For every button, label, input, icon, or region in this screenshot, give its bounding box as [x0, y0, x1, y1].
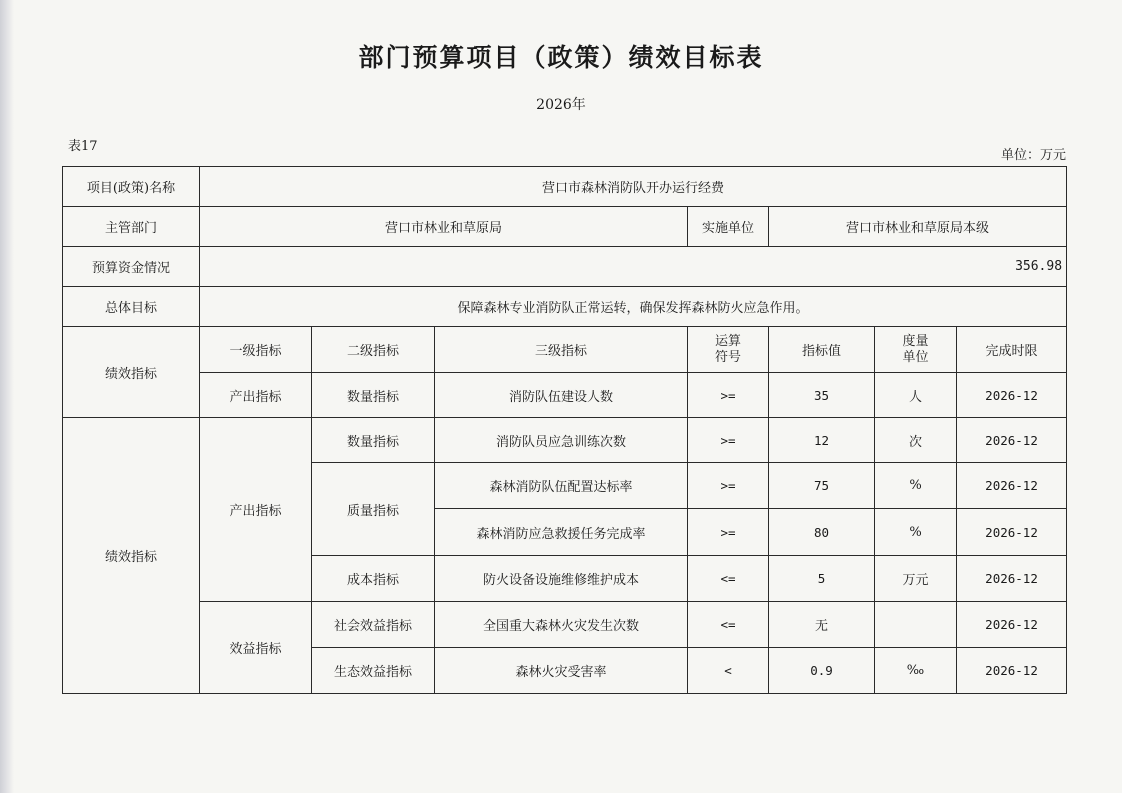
row5-unit: [875, 602, 957, 648]
row2-deadline: 2026-12: [957, 463, 1067, 509]
row4-deadline: 2026-12: [957, 556, 1067, 602]
indicator-section-label-2: 绩效指标: [63, 418, 200, 694]
dept-value: 营口市林业和草原局: [200, 207, 688, 247]
row5-level2: 社会效益指标: [312, 602, 435, 648]
header-value: 指标值: [769, 327, 875, 373]
row0-operator: >=: [688, 373, 769, 418]
row0-level2: 数量指标: [312, 373, 435, 418]
row3-operator: >=: [688, 509, 769, 556]
row0-unit: 人: [875, 373, 957, 418]
row4-value: 5: [769, 556, 875, 602]
row0-value: 35: [769, 373, 875, 418]
row5-value: 无: [769, 602, 875, 648]
row1-operator: >=: [688, 418, 769, 463]
row2-value: 75: [769, 463, 875, 509]
project-name-value: 营口市森林消防队开办运行经费: [200, 167, 1067, 207]
impl-unit-label: 实施单位: [688, 207, 769, 247]
table-row: [63, 602, 1067, 648]
row6-level3: 森林火灾受害率: [435, 648, 688, 694]
row0-level1: 产出指标: [200, 373, 312, 418]
header-level1: 一级指标: [200, 327, 312, 373]
row1-value: 12: [769, 418, 875, 463]
header-operator-line1: 运算: [714, 333, 741, 349]
header-level2: 二级指标: [312, 327, 435, 373]
row1-level2: 数量指标: [312, 418, 435, 463]
row5-level1: 效益指标: [200, 602, 312, 694]
row6-unit: ‰: [875, 648, 957, 694]
page-binding-edge: [0, 0, 14, 793]
row4-level2: 成本指标: [312, 556, 435, 602]
header-operator: [688, 327, 769, 373]
table-number: 表17: [68, 139, 98, 154]
overall-goal-row: [63, 287, 1067, 327]
row6-deadline: 2026-12: [957, 648, 1067, 694]
header-unit: [875, 327, 957, 373]
header-unit-line1: 度量: [902, 333, 929, 349]
department-row: [63, 207, 1067, 247]
header-level3: 三级指标: [435, 327, 688, 373]
row1-deadline: 2026-12: [957, 418, 1067, 463]
row1-unit: 次: [875, 418, 957, 463]
row4-unit: 万元: [875, 556, 957, 602]
row5-level3: 全国重大森林火灾发生次数: [435, 602, 688, 648]
performance-goal-table: [62, 166, 1067, 694]
row1-level3: 消防队员应急训练次数: [435, 418, 688, 463]
row5-deadline: 2026-12: [957, 602, 1067, 648]
row4-level3: 防火设备设施维修维护成本: [435, 556, 688, 602]
document-title: 部门预算项目（政策）绩效目标表: [358, 43, 764, 72]
table-row: [63, 418, 1067, 463]
row6-value: 0.9: [769, 648, 875, 694]
impl-unit-value: 营口市林业和草原局本级: [769, 207, 1067, 247]
row4-operator: <=: [688, 556, 769, 602]
row2-level3: 森林消防队伍配置达标率: [435, 463, 688, 509]
overall-goal-label: 总体目标: [63, 287, 200, 327]
row3-deadline: 2026-12: [957, 509, 1067, 556]
header-unit-line2: 单位: [902, 349, 929, 365]
project-name-label: 项目(政策)名称: [63, 167, 200, 207]
table-row: [63, 373, 1067, 418]
overall-goal-value: 保障森林专业消防队正常运转，确保发挥森林防火应急作用。: [200, 287, 1067, 327]
row2-unit: %: [875, 463, 957, 509]
row0-deadline: 2026-12: [957, 373, 1067, 418]
row1-level1: 产出指标: [200, 418, 312, 602]
budget-label: 预算资金情况: [63, 247, 200, 287]
header-deadline: 完成时限: [957, 327, 1067, 373]
row2-level2: 质量指标: [312, 463, 435, 556]
indicator-section-label: 绩效指标: [63, 327, 200, 418]
row3-unit: %: [875, 509, 957, 556]
row6-operator: <: [688, 648, 769, 694]
project-name-row: [63, 167, 1067, 207]
dept-label: 主管部门: [63, 207, 200, 247]
row2-operator: >=: [688, 463, 769, 509]
header-operator-line2: 符号: [714, 349, 741, 365]
budget-value: 356.98: [200, 247, 1067, 287]
row6-level2: 生态效益指标: [312, 648, 435, 694]
row5-operator: <=: [688, 602, 769, 648]
budget-row: [63, 247, 1067, 287]
indicator-header-row: [63, 327, 1067, 373]
row3-value: 80: [769, 509, 875, 556]
row0-level3: 消防队伍建设人数: [435, 373, 688, 418]
unit-label: 单位：万元: [1000, 148, 1066, 163]
document-year: 2026年: [536, 97, 586, 113]
row3-level3: 森林消防应急救援任务完成率: [435, 509, 688, 556]
